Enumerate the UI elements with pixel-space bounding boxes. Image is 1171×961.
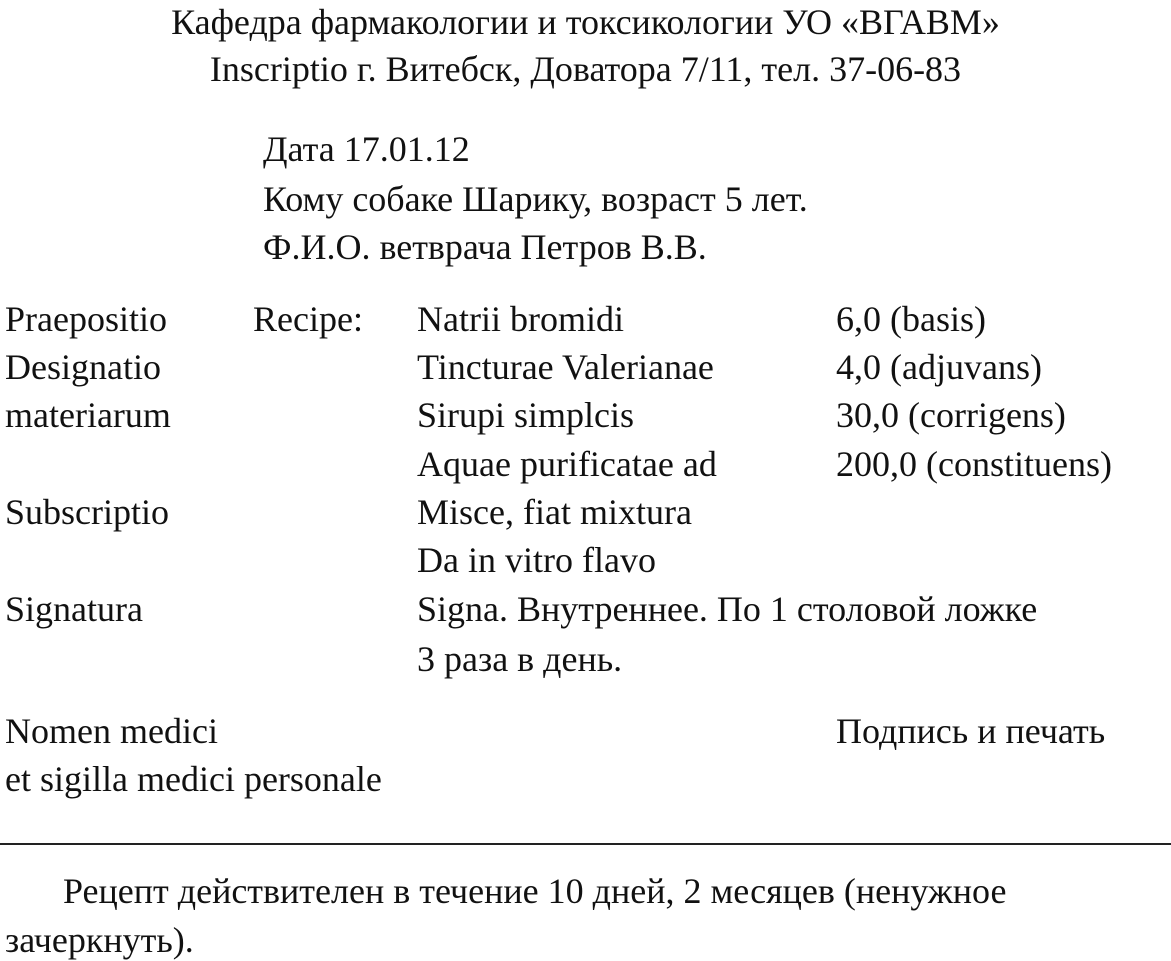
header-line-1: Кафедра фармакологии и токсикологии УО «ВГАВМ» <box>171 2 1000 42</box>
validity-line-2: зачеркнуть). <box>5 920 194 960</box>
signature-line-2: 3 раза в день. <box>417 639 623 679</box>
nomen-medici-line-2: et sigilla medici personale <box>5 759 382 799</box>
recipe-label: Recipe: <box>253 299 363 339</box>
validity-line-1: Рецепт действителен в течение 10 дней, 2 месяцев (ненужное <box>63 871 1007 911</box>
ingredient-name: Natrii bromidi <box>417 299 624 339</box>
ingredient-amount: 4,0 (adjuvans) <box>836 347 1042 387</box>
ingredient-amount: 30,0 (corrigens) <box>836 395 1066 435</box>
subscription-line-1: Misce, fiat mixtura <box>417 492 692 532</box>
section-signatura: Signatura <box>5 589 143 629</box>
section-designatio: Designatio <box>5 347 161 387</box>
divider-line <box>0 843 1171 845</box>
ingredient-name: Aquae purificatae ad <box>417 444 717 484</box>
ingredient-amount: 6,0 (basis) <box>836 299 986 339</box>
ingredient-name: Tincturae Valerianae <box>417 347 714 387</box>
patient-line: Кому собаке Шарику, возраст 5 лет. <box>263 179 808 219</box>
subscription-line-2: Da in vitro flavo <box>417 540 656 580</box>
section-praepositio: Praepositio <box>5 299 167 339</box>
vet-name-line: Ф.И.О. ветврача Петров В.В. <box>263 227 707 267</box>
section-subscriptio: Subscriptio <box>5 492 170 532</box>
signature-line-1: Signa. Внутреннее. По 1 столовой ложке <box>417 589 1038 629</box>
ingredient-name: Sirupi simplcis <box>417 395 635 435</box>
date-line: Дата 17.01.12 <box>263 129 470 169</box>
nomen-medici-line-1: Nomen medici <box>5 711 218 751</box>
section-materiarum: materiarum <box>5 395 171 435</box>
ingredient-amount: 200,0 (constituens) <box>836 444 1112 484</box>
signature-stamp-label: Подпись и печать <box>836 711 1106 751</box>
header-line-2: Inscriptio г. Витебск, Доватора 7/11, тел. 37-06-83 <box>209 49 962 89</box>
